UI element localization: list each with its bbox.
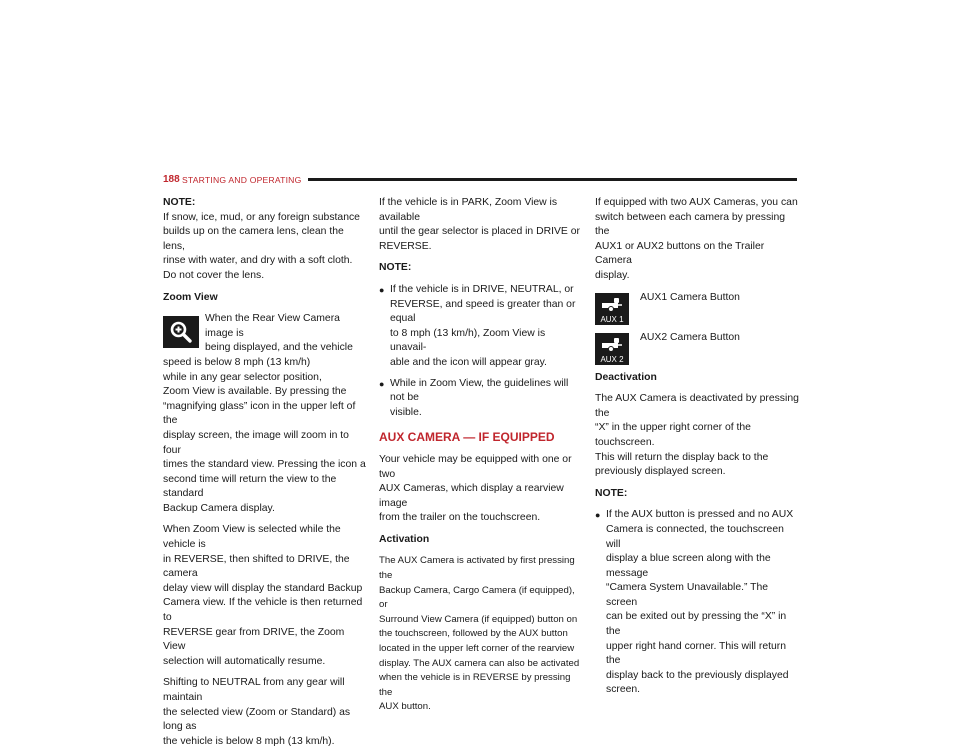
paragraph: Your vehicle may be equipped with one or two AUX Cameras, which display a rearview image from the trailer on the touchscreen. — [379, 453, 572, 524]
list-item: ● If the vehicle is in DRIVE, NEUTRAL, or REVERSE, and speed is greater than or equal to 8 mph (13 km/h), Zoom View is unavail- able and the icon will appear gray. — [379, 283, 576, 368]
list-item: ● While in Zoom View, the guidelines will not be visible. — [379, 377, 569, 418]
paragraph: If the vehicle is in PARK, Zoom View is available until the gear selector is placed in DRIVE or REVERSE. — [379, 197, 580, 252]
aux1-row — [595, 291, 799, 331]
column-3 — [595, 196, 799, 705]
aux2-camera-button-icon — [595, 333, 629, 365]
note-bullet-list — [379, 283, 583, 420]
paragraph: Shifting to NEUTRAL from any gear will maintain the selected view (Zoom or Standard) as long as the vehicle is below 8 mph (13 km/h). — [163, 677, 351, 747]
section-title: STARTING AND OPERATING — [182, 175, 302, 185]
magnifying-glass-icon — [163, 316, 199, 348]
activation-heading: Activation — [379, 533, 430, 545]
zoom-view-heading: Zoom View — [163, 291, 218, 303]
aux1-caption: AUX1 Camera Button — [640, 291, 740, 303]
column-2 — [379, 196, 583, 722]
aux1-icon-label: AUX 1 — [600, 314, 624, 324]
deactivation-text: The AUX Camera is deactivated by pressing the “X” in the upper right corner of the touchscreen. This will return the display back to the previously displayed screen. — [595, 393, 799, 478]
bullet-icon: ● — [379, 284, 385, 295]
note-bullet-list — [595, 508, 799, 698]
note-label: NOTE: — [163, 197, 196, 208]
page-header — [163, 173, 797, 187]
header-rule — [308, 178, 797, 181]
activation-text: The AUX Camera is activated by first pressing the Backup Camera, Cargo Camera (if equipped), or Surround View Camera (if equipped) button on the touchscreen, followed by the AUX button located in the upper left corner of the rearview display. The AUX camera can also be activated when the vehicle is in REVERSE by pressing the AUX button. — [379, 555, 580, 713]
aux2-caption: AUX2 Camera Button — [640, 331, 740, 343]
list-item: ● If the AUX button is pressed and no AUX Camera is connected, the touchscreen will display a blue screen along with the message “Camera System Unavailable.” The screen can be exited out by pressing the “X” in the upper right hand corner. This will return the display back to the previously displayed screen. — [595, 509, 794, 696]
deactivation-heading: Deactivation — [595, 371, 657, 383]
aux1-camera-button-icon — [595, 293, 629, 325]
aux2-row — [595, 331, 799, 371]
note-label: NOTE: — [595, 487, 628, 499]
bullet-icon: ● — [379, 378, 385, 389]
aux2-icon-label: AUX 2 — [600, 354, 624, 364]
zoom-view-paragraph — [163, 312, 367, 516]
page-number: 188 — [163, 174, 180, 185]
column-1 — [163, 196, 367, 756]
zoom-view-text: When the Rear View Camera image is being displayed, and the vehicle speed is below 8 mph (13 km/h) while in any gear selector position, Zoom View is available. By pressing the “magnifying glass” icon in the upper left of the display screen, the image will zoom in to four times the standard view. Pressing the icon a second time will return the view to the standard Backup Camera display. — [163, 313, 366, 514]
paragraph: If equipped with two AUX Cameras, you can switch between each camera by pressing the AUX1 or AUX2 buttons on the Trailer Camera display. — [595, 197, 798, 281]
paragraph: When Zoom View is selected while the vehicle is in REVERSE, then shifted to DRIVE, the camera delay view will display the standard Backup Camera view. If the vehicle is then returned to REVERSE gear from DRIVE, the Zoom View selection will automatically resume. — [163, 524, 363, 667]
bullet-icon: ● — [595, 510, 601, 521]
aux-camera-heading: AUX CAMERA — IF EQUIPPED — [379, 430, 555, 445]
note-label: NOTE: — [379, 262, 412, 274]
note-text: If snow, ice, mud, or any foreign substance builds up on the camera lens, clean the lens, rinse with water, and dry with a soft cloth. Do not cover the lens. — [163, 211, 360, 281]
